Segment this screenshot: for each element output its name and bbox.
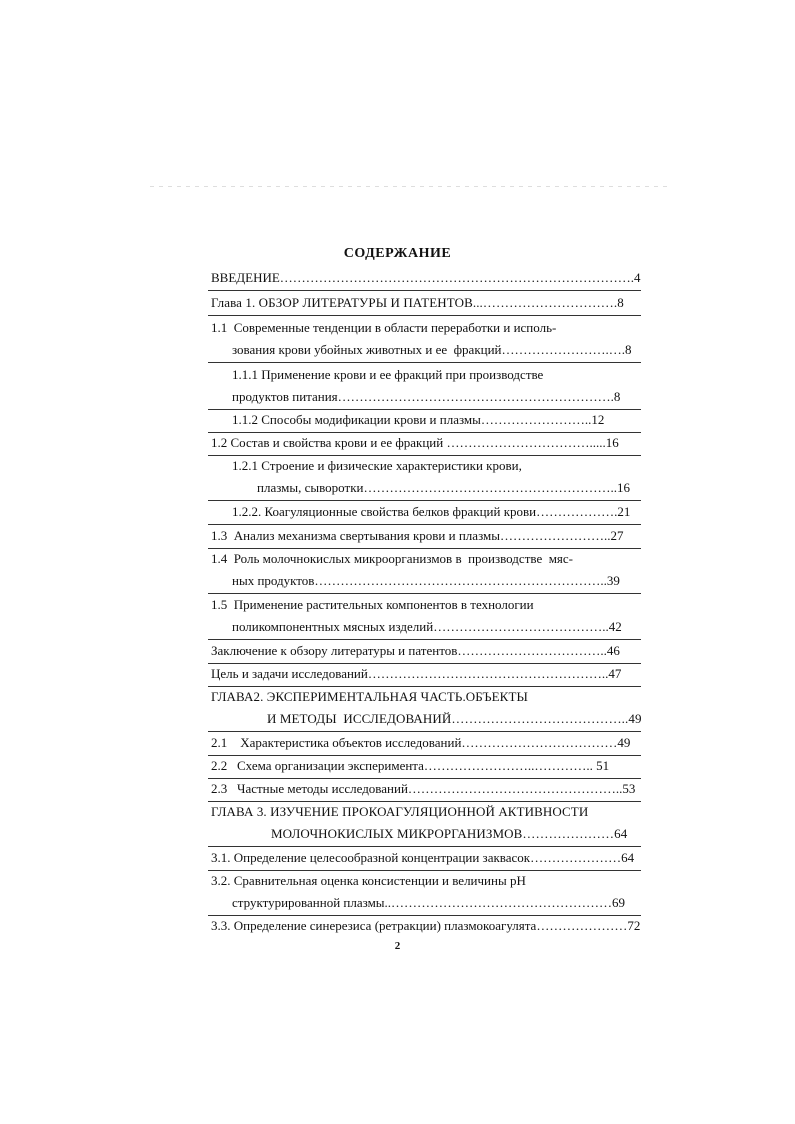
divider bbox=[208, 524, 641, 525]
divider bbox=[208, 315, 641, 316]
toc-entry: 1.2 Состав и свойства крови и ее фракций …………………………….....16 bbox=[211, 435, 619, 450]
toc-entry: 2.1 Характеристика объектов исследований………………………………49 bbox=[211, 735, 631, 750]
divider bbox=[208, 500, 641, 501]
toc-entry: МОЛОЧНОКИСЛЫХ МИКРОРГАНИЗМОВ…………………64 bbox=[271, 826, 628, 841]
toc-entry: Заключение к обзору литературы и патентов……………………………..46 bbox=[211, 643, 620, 658]
divider bbox=[208, 846, 641, 847]
divider bbox=[208, 639, 641, 640]
divider bbox=[208, 362, 641, 363]
divider bbox=[208, 731, 641, 732]
page-number: 2 bbox=[394, 940, 401, 952]
toc-entry: 1.4 Роль молочнокислых микроорганизмов в производстве мяс- bbox=[211, 551, 574, 566]
toc-entry: И МЕТОДЫ ИССЛЕДОВАНИЙ…………………………………..49 bbox=[267, 711, 642, 726]
toc-entry: плазмы, сыворотки…………………………………………………..16 bbox=[257, 480, 630, 495]
toc-entry: 1.2.1 Строение и физические характеристики крови, bbox=[232, 458, 522, 473]
toc-entry: 1.1.1 Применение крови и ее фракций при производстве bbox=[232, 367, 544, 382]
toc-entry: Цель и задачи исследований………………………………………………..47 bbox=[211, 666, 622, 681]
toc-entry: 3.1. Определение целесообразной концентрации заквасок…………………64 bbox=[211, 850, 635, 865]
toc-entry: 1.1 Современные тенденции в области переработки и исполь- bbox=[211, 320, 557, 335]
toc-entry: 1.1.2 Способы модификации крови и плазмы……………………..12 bbox=[232, 412, 605, 427]
toc-entry: ГЛАВА2. ЭКСПЕРИМЕНТАЛЬНАЯ ЧАСТЬ.ОБЪЕКТЫ bbox=[211, 689, 528, 704]
toc-entry: ГЛАВА 3. ИЗУЧЕНИЕ ПРОКОАГУЛЯЦИОННОЙ АКТИВНОСТИ bbox=[211, 804, 589, 819]
toc-entry: ВВЕДЕНИЕ……………………………………………………………………….4 bbox=[211, 270, 641, 285]
toc-entry: продуктов питания……………………………………………………….8 bbox=[232, 389, 621, 404]
toc-entry: 3.2. Сравнительная оценка консистенции и величины pH bbox=[211, 873, 526, 888]
toc-entry: ных продуктов…………………………………………………………..39 bbox=[232, 573, 620, 588]
divider bbox=[208, 593, 641, 594]
toc-entry: 2.3 Частные методы исследований…………………………………………..53 bbox=[211, 781, 636, 796]
toc-entry: 3.3. Определение синерезиса (ретракции) плазмокоагулята…………………72 bbox=[211, 918, 641, 933]
page-title: СОДЕРЖАНИЕ bbox=[343, 246, 452, 261]
scan-artifact-line bbox=[150, 186, 670, 187]
toc-entry: 2.2 Схема организации эксперимента……………………..………….. 51 bbox=[211, 758, 610, 773]
toc-entry: структурированной плазмы..……………………………………………69 bbox=[232, 895, 626, 910]
divider bbox=[208, 290, 641, 291]
toc-entry: поликомпонентных мясных изделий…………………………………..42 bbox=[232, 619, 622, 634]
toc-entry: Глава 1. ОБЗОР ЛИТЕРАТУРЫ И ПАТЕНТОВ...………………………….8 bbox=[211, 295, 624, 310]
toc-entry: зования крови убойных животных и ее фракций…………………….….8 bbox=[232, 342, 632, 357]
toc-entry: 1.3 Анализ механизма свертывания крови и плазмы……………………..27 bbox=[211, 528, 624, 543]
toc-entry: 1.2.2. Коагуляционные свойства белков фракций крови……………….21 bbox=[232, 504, 631, 519]
toc-entry: 1.5 Применение растительных компонентов в технологии bbox=[211, 597, 534, 612]
